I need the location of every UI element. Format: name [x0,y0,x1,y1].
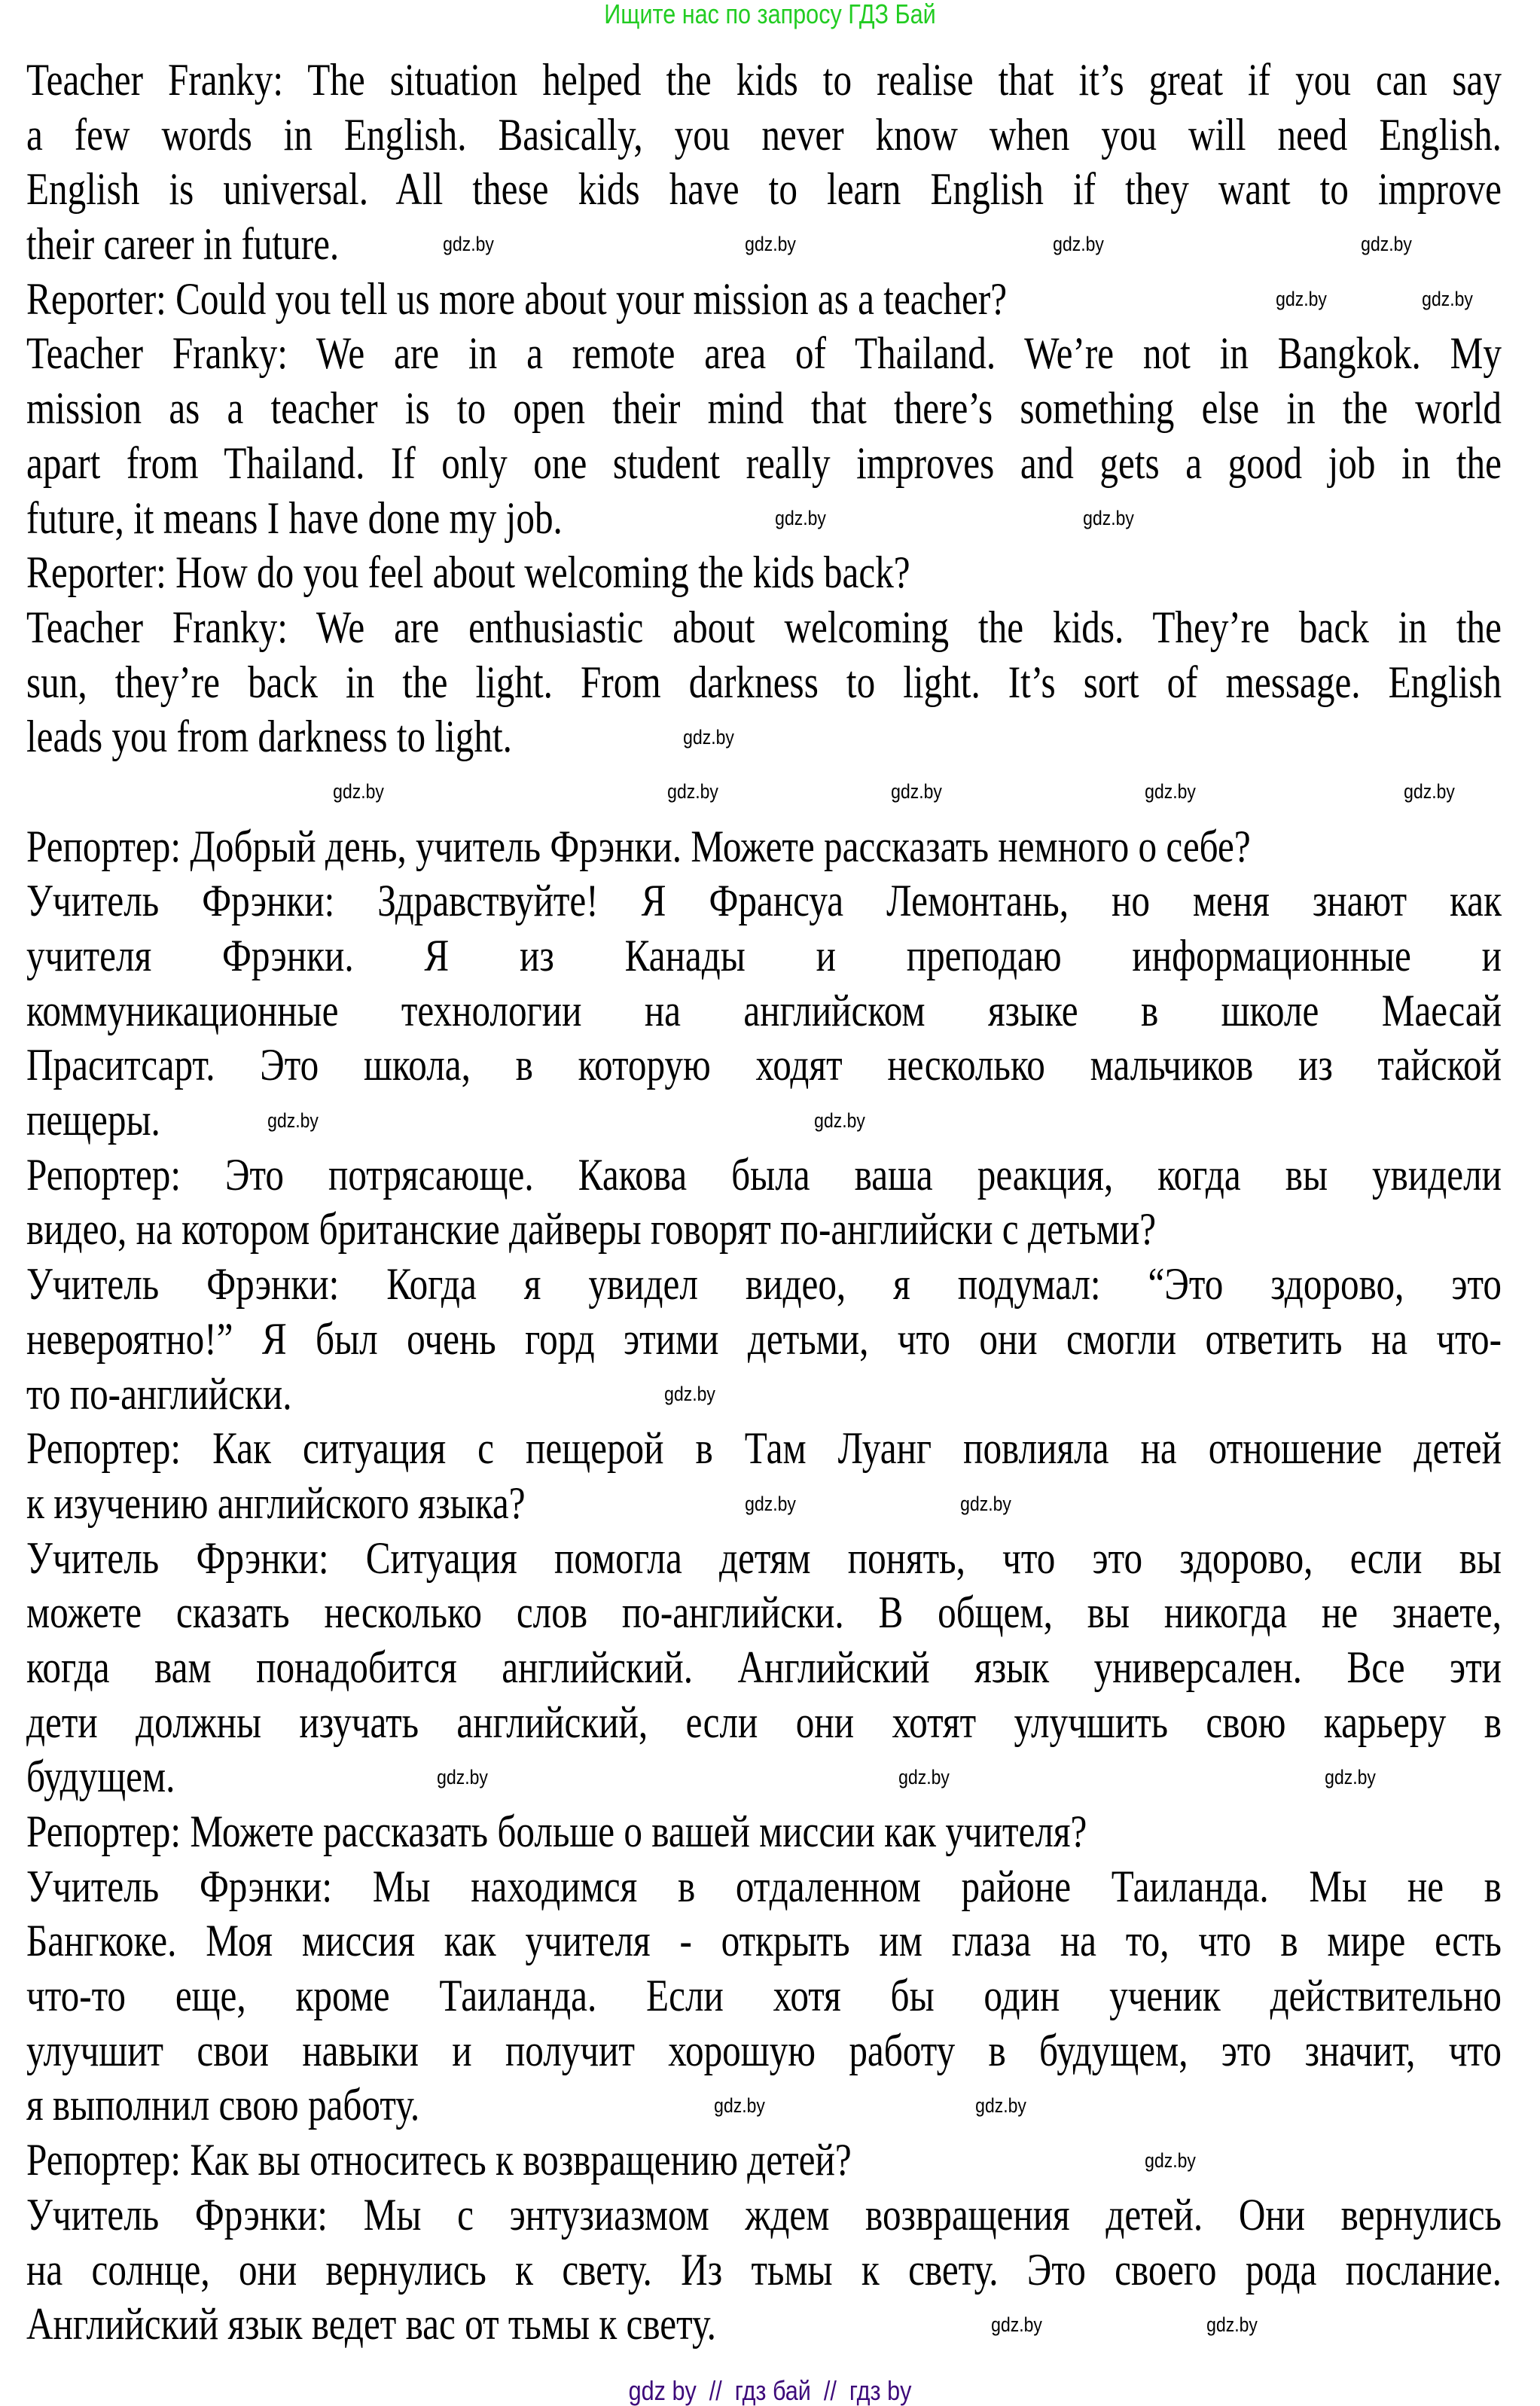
paragraph-line: можете сказать несколько слов по-английски. В общем, вы никогда не знаете, [26,1587,1502,1638]
watermark: gdz.by [990,2313,1042,2337]
watermark: gdz.by [664,1383,715,1406]
watermark: gdz.by [333,780,385,804]
watermark: gdz.by [813,1108,865,1132]
watermark: gdz.by [1083,506,1135,529]
watermark: gdz.by [267,1108,319,1132]
watermark: gdz.by [744,1492,796,1515]
paragraph-line: Учитель Фрэнки: Ситуация помогла детям понять, что это здорово, если вы [26,1532,1502,1583]
paragraph-line: Учитель Фрэнки: Здравствуйте! Я Франсуа Лемонтань, но меня знают как [26,876,1502,926]
watermark: gdz.by [442,233,494,256]
paragraph-line: Reporter: How do you feel about welcoming the kids back? [26,547,910,598]
watermark: gdz.by [1422,288,1474,311]
paragraph-line: Репортер: Добрый день, учитель Фрэнки. Можете рассказать немного о себе? [26,821,1251,871]
paragraph-line: учителя Фрэнки. Я из Канады и преподаю информационные и [26,931,1502,980]
watermark: gdz.by [890,780,942,804]
paragraph-line: Teacher Franky: The situation helped the kids to realise that it’s great if you can say [26,55,1502,105]
paragraph-line: future, it means I have done my job. [26,492,563,543]
watermark: gdz.by [744,233,796,256]
watermark: gdz.by [436,1766,488,1789]
watermark: gdz.by [1360,233,1412,256]
watermark: gdz.by [713,2094,765,2118]
watermark: gdz.by [1145,2148,1197,2172]
paragraph-line: Teacher Franky: We are in a remote area of Thailand. We’re not in Bangkok. My [26,328,1502,379]
paragraph-line: коммуникационные технологии на английском языке в школе Маесай [26,985,1502,1035]
watermark: gdz.by [1325,1766,1377,1789]
paragraph-line: Reporter: Could you tell us more about your mission as a teacher? [26,273,1008,324]
paragraph-line: то по-английски. [26,1368,292,1419]
watermark: gdz.by [1206,2313,1258,2337]
watermark: gdz.by [1052,233,1104,256]
paragraph-line: English is universal. All these kids have to learn English if they want to improve [26,164,1502,215]
paragraph-line: я выполнил свою работу. [26,2080,420,2130]
paragraph-line: Репортер: Как вы относитесь к возвращению детей? [26,2135,852,2185]
paragraph-line: что-то еще, кроме Таиланда. Если хотя бы один ученик действительно [26,1971,1502,2021]
watermark: gdz.by [898,1766,950,1789]
paragraph-line: their career in future. [26,219,340,270]
paragraph-line: sun, they’re back in the light. From darkness to light. It’s sort of message. English [26,657,1502,707]
blank-line [26,764,32,819]
watermark: gdz.by [975,2094,1027,2118]
paragraph-line: будущем. [26,1752,175,1802]
watermark: gdz.by [959,1492,1011,1515]
paragraph-line: Репортер: Можете рассказать больше о вашей миссии как учителя? [26,1807,1087,1856]
watermark: gdz.by [775,506,827,529]
paragraph-line: Учитель Фрэнки: Когда я увидел видео, я подумал: “Это здорово, это [26,1259,1502,1310]
paragraph-line: Английский язык ведет вас от тьмы к свету. [26,2299,716,2350]
paragraph-line: пещеры. [26,1095,160,1145]
document-body [26,53,1502,2352]
paragraph-line: когда вам понадобится английский. Английский язык универсален. Все эти [26,1642,1502,1692]
search-banner: Ищите нас по запросу ГДЗ Бай [604,0,936,29]
paragraph-line: видео, на котором британские дайверы говорят по-английски с детьми? [26,1204,1157,1255]
watermark: gdz.by [1145,780,1197,804]
paragraph-line: Учитель Фрэнки: Мы находимся в отдаленном районе Таиланда. Мы не в [26,1861,1502,1911]
paragraph-line: Бангкоке. Моя миссия как учителя - открыть им глаза на то, что в мире есть [26,1916,1502,1966]
paragraph-line: Репортер: Как ситуация с пещерой в Там Луанг повлияла на отношение детей [26,1423,1502,1474]
paragraph-line: leads you from darkness to light. [26,712,512,762]
watermark: gdz.by [682,725,734,749]
footer-links[interactable]: gdz by // гдз бай // гдз by [628,2375,912,2406]
paragraph-line: Праситсарт. Это школа, в которую ходят несколько мальчиков из тайской [26,1040,1502,1090]
paragraph-line: к изучению английского языка? [26,1477,526,1528]
watermark: gdz.by [667,780,719,804]
paragraph-line: улучшит свои навыки и получит хорошую работу в будущем, это значит, что [26,2025,1502,2075]
watermark: gdz.by [1403,780,1455,804]
paragraph-line: apart from Thailand. If only one student really improves and gets a good job in the [26,438,1502,488]
paragraph-line: a few words in English. Basically, you never know when you will need English. [26,109,1502,160]
paragraph-line: на солнце, они вернулись к свету. Из тьмы к свету. Это своего рода послание. [26,2244,1502,2295]
watermark: gdz.by [1276,288,1327,311]
paragraph-line: невероятно!” Я был очень горд этими детьми, что они смогли ответить на что- [26,1313,1502,1364]
paragraph-line: Репортер: Это потрясающе. Какова была ваша реакция, когда вы увидели [26,1149,1502,1200]
paragraph-line: Teacher Franky: We are enthusiastic about welcoming the kids. They’re back in the [26,602,1502,652]
paragraph-line: дети должны изучать английский, если они хотят улучшить свою карьеру в [26,1697,1502,1747]
paragraph-line: mission as a teacher is to open their mind that there’s something else in the world [26,383,1502,434]
paragraph-line: Учитель Фрэнки: Мы с энтузиазмом ждем возвращения детей. Они вернулись [26,2189,1502,2240]
